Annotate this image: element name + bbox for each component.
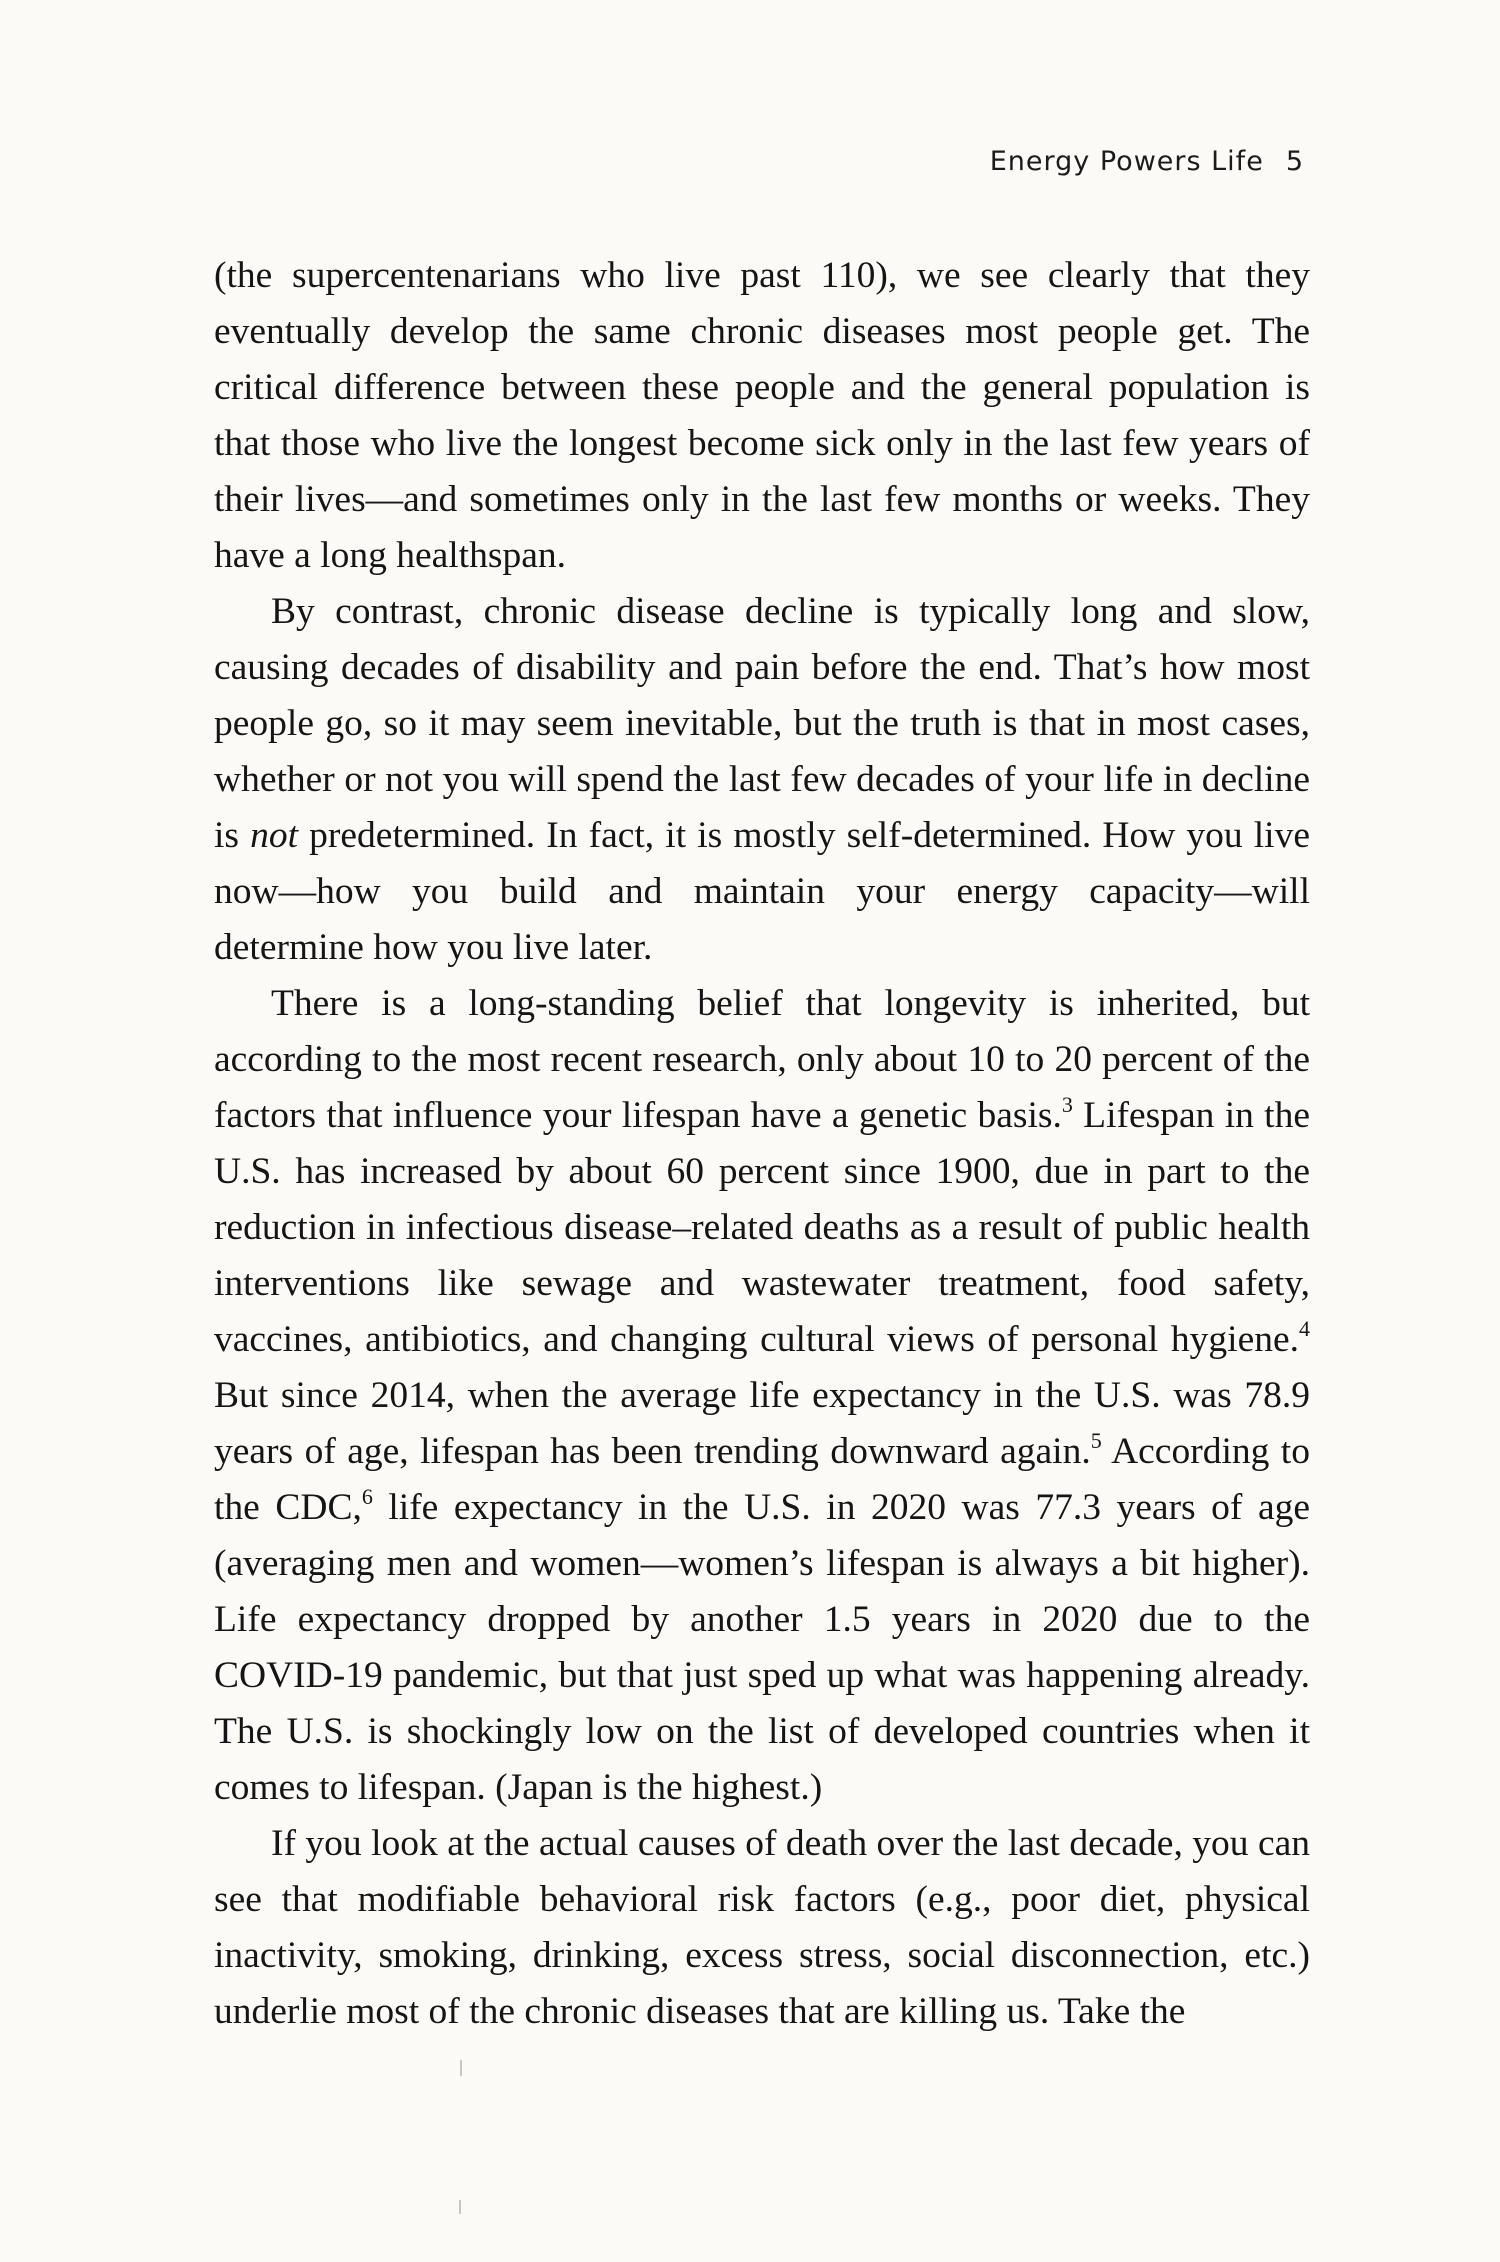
paragraph-2 — [214, 584, 1310, 976]
scan-artifact — [459, 2200, 461, 2214]
text-run: Lifespan in the U.S. has increased by about 60 percent since 1900, due in part to the reduction in infectious disease–related deaths as a result of public health interventions like sewage and wastewater treatment, food safety, vaccines, antibiotics, and changing cultural views of personal hygiene. — [214, 1095, 1310, 1360]
text-run: life expectancy in the U.S. in 2020 was 77.3 years of age (averaging men and women—women’s lifespan is always a bit higher). Life expectancy dropped by another 1.5 years in 2020 due to the COVID-19 pandemic, but that just sped up what was happening already. The U.S. is shockingly low on the list of developed countries when it comes to lifespan. (Japan is the highest.) — [214, 1487, 1310, 1808]
body-text — [214, 248, 1310, 2040]
running-header — [990, 146, 1304, 177]
running-title: Energy Powers Life — [989, 146, 1264, 177]
footnote-ref-4: 4 — [1299, 1316, 1310, 1341]
scan-artifact — [460, 2060, 462, 2076]
paragraph-1 — [214, 248, 1310, 584]
text-run: According to the CDC, — [214, 1431, 1310, 1528]
footnote-ref-5: 5 — [1090, 1428, 1102, 1453]
footnote-ref-6: 6 — [361, 1484, 373, 1509]
page-number: 5 — [1285, 146, 1304, 177]
text-run: (the supercentenarians who live past 110), we see clearly that they eventually develop the same chronic diseases most people get. The critical difference between these people and the general population is that those who live the longest become sick only in the last few years of their lives—and sometimes only in the last few months or weeks. They have a long healthspan. — [214, 255, 1310, 576]
paragraph-4 — [214, 1816, 1310, 2040]
text-run: If you look at the actual causes of death over the last decade, you can see that modifiable behavioral risk factors (e.g., poor diet, physical inactivity, smoking, drinking, excess stress, social disconnection, etc.) underlie most of the chronic diseases that are killing us. Take the — [214, 1823, 1310, 2032]
paragraph-3 — [214, 976, 1310, 1816]
footnote-ref-3: 3 — [1061, 1092, 1073, 1117]
text-run: By contrast, chronic disease decline is typically long and slow, causing decades of disability and pain before the end. That’s how most people go, so it may seem inevitable, but the truth is that in most cases, whether or not you will spend the last few decades of your life in decline is — [214, 591, 1310, 856]
text-run: There is a long-standing belief that longevity is inherited, but according to the most recent research, only about 10 to 20 percent of the factors that influence your lifespan have a genetic basis. — [214, 983, 1310, 1136]
emphasis-not: not — [250, 815, 299, 856]
text-run: But since 2014, when the average life expectancy in the U.S. was 78.9 years of age, lifespan has been trending downward again. — [214, 1375, 1310, 1472]
text-run: predetermined. In fact, it is mostly self-determined. How you live now—how you build and maintain your energy capacity—will determine how you live later. — [214, 815, 1310, 968]
